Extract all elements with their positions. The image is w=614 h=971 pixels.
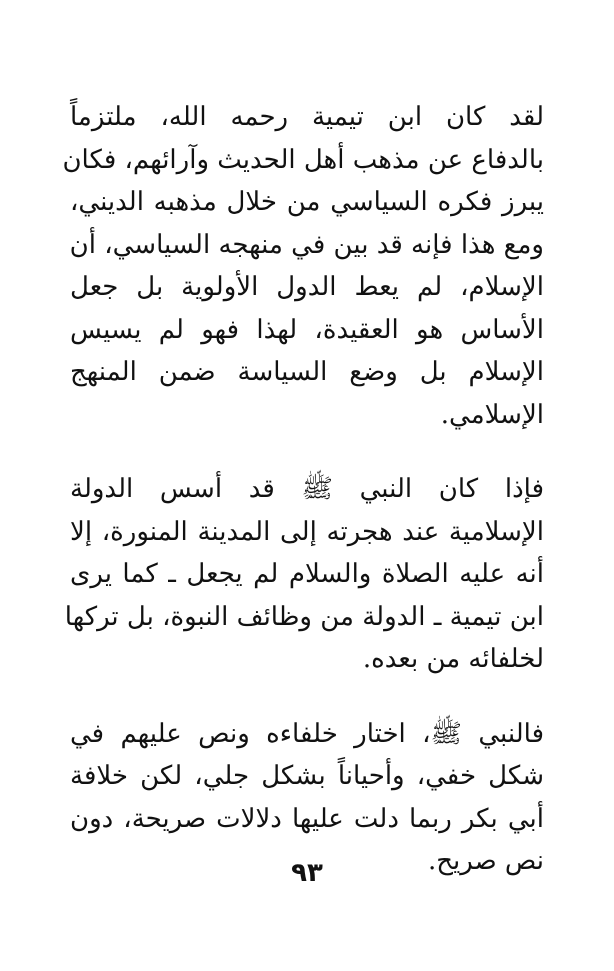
text-line: لخلفائه من بعده. [362,644,544,674]
page-number: ٩٣ [291,858,323,888]
paragraph-1 [62,96,544,436]
text-line: الإسلام بل وضع السياسة ضمن المنهج [70,357,544,387]
paragraph-2 [64,468,544,681]
text-line: ابن تيمية ـ الدولة من وظائف النبوة، بل تركها [64,601,544,632]
text-line: فالنبي ﷺ، اختار خلفاءه ونص عليهم في [70,718,544,749]
text-line: الإسلامي. [440,399,544,430]
paragraph-3 [70,713,544,883]
text-line: الإسلام، لم يعط الدول الأولوية بل جعل [70,272,544,302]
text-line: الإسلامية عند هجرته إلى المدينة المنورة، إلا [70,516,544,547]
text-line: بالدفاع عن مذهب أهل الحديث وآرائهم، فكان [62,144,544,175]
text-line: ومع هذا فإنه قد بين في منهجه السياسي، أن [69,229,544,260]
text-line: فإذا كان النبي ﷺ قد أسس الدولة [70,474,544,504]
text-line: أنه عليه الصلاة والسلام لم يجعل ـ كما يرى [70,559,544,589]
text-line: لقد كان ابن تيمية رحمه الله، ملتزماً [70,102,544,132]
page-body [62,96,544,883]
text-line: أبي بكر ربما دلت عليها دلالات صريحة، دون [70,803,544,834]
text-line: شكل خفي، وأحياناً بشكل جلي، لكن خلافة [70,761,544,791]
text-line: نص صريح. [427,846,544,876]
text-line: الأساس هو العقيدة، لهذا فهو لم يسيس [70,314,544,345]
text-line: يبرز فكره السياسي من خلال مذهبه الديني، [70,187,544,217]
